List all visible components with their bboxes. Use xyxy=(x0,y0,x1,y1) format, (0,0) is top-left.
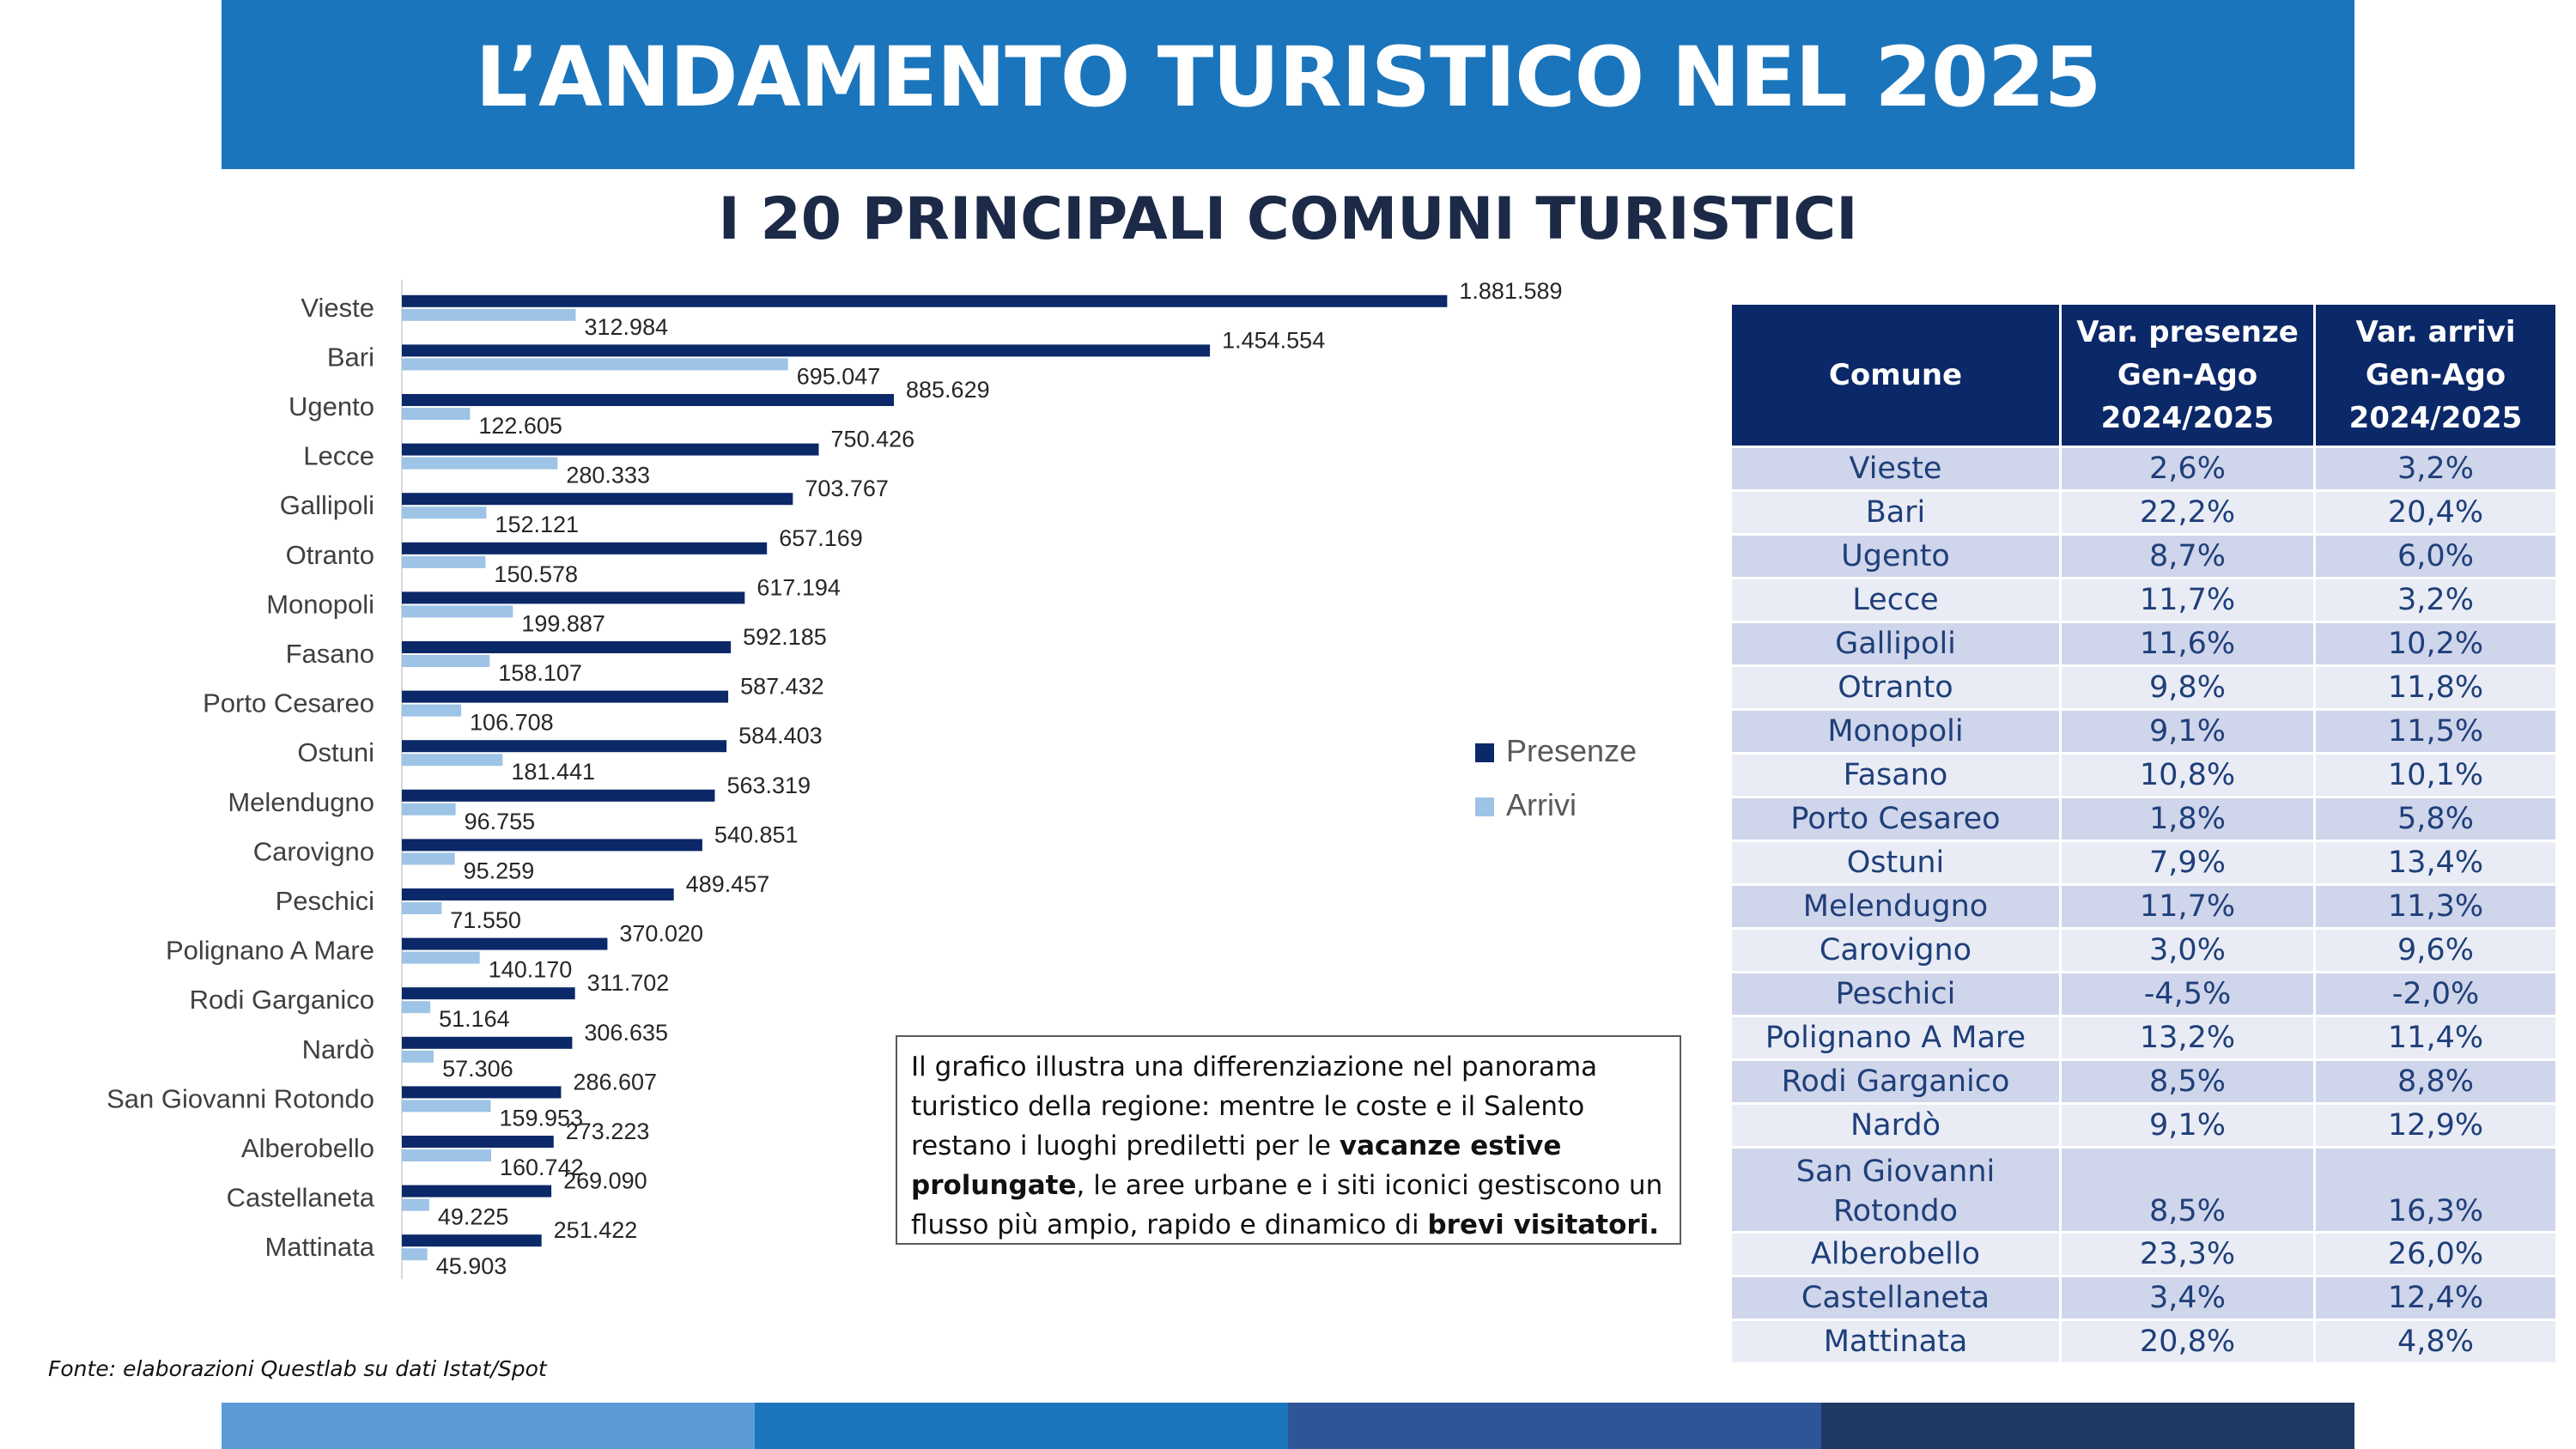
cell-presenze: 11,6% xyxy=(2061,622,2315,666)
value-label-arrivi: 96.755 xyxy=(464,808,536,834)
cell-presenze: 8,5% xyxy=(2061,1148,2315,1233)
bar-arrivi xyxy=(402,803,456,815)
bar-arrivi xyxy=(402,655,489,667)
cell-presenze: 8,5% xyxy=(2061,1060,2315,1104)
bar-arrivi xyxy=(402,358,788,370)
header-presenze-line3: 2024/2025 xyxy=(2100,401,2275,435)
category-label: Polignano A Mare xyxy=(165,935,374,966)
cell-comune: Gallipoli xyxy=(1731,622,2061,666)
cell-arrivi: 20,4% xyxy=(2315,491,2557,535)
table-row xyxy=(1731,973,2557,1016)
table-row xyxy=(1731,579,2557,622)
header-presenze-line1: Var. presenze xyxy=(2076,315,2299,349)
header-arrivi-line2: Gen-Ago xyxy=(2365,358,2506,392)
cell-presenze: 22,2% xyxy=(2061,491,2315,535)
cell-arrivi: 10,2% xyxy=(2315,622,2557,666)
cell-arrivi: 8,8% xyxy=(2315,1060,2557,1104)
cell-presenze: 11,7% xyxy=(2061,885,2315,929)
cell-comune: Peschici xyxy=(1731,973,2061,1016)
cell-comune: Porto Cesareo xyxy=(1731,797,2061,841)
bar-arrivi xyxy=(402,902,441,914)
table-row xyxy=(1731,535,2557,579)
footer-bar-segment xyxy=(755,1403,1288,1449)
cell-presenze: 1,8% xyxy=(2061,797,2315,841)
table-row xyxy=(1731,885,2557,929)
category-label: Ostuni xyxy=(297,737,374,768)
cell-arrivi: 11,3% xyxy=(2315,885,2557,929)
note-text-2: , le aree urbane e i siti iconici gestiscono un flusso più ampio, rapido e dinamico di xyxy=(911,1170,1663,1240)
footer-bar-segment xyxy=(1821,1403,2354,1449)
bar-presenze xyxy=(402,394,894,406)
bar-arrivi xyxy=(402,1248,428,1260)
bar-presenze xyxy=(402,344,1210,356)
cell-arrivi: 3,2% xyxy=(2315,447,2557,491)
table-row xyxy=(1731,754,2557,797)
cell-comune: Lecce xyxy=(1731,579,2061,622)
bar-presenze xyxy=(402,591,744,603)
value-label-arrivi: 140.170 xyxy=(488,956,573,983)
category-label: Otranto xyxy=(285,539,374,570)
cell-comune: Bari xyxy=(1731,491,2061,535)
legend-swatch-presenze xyxy=(1475,743,1494,762)
cell-presenze: 8,7% xyxy=(2061,535,2315,579)
value-label-arrivi: 152.121 xyxy=(495,512,580,538)
chart-subtitle: I 20 PRINCIPALI COMUNI TURISTICI xyxy=(718,185,1858,253)
cell-arrivi: 3,2% xyxy=(2315,579,2557,622)
table-row xyxy=(1731,1016,2557,1060)
category-label: Ugento xyxy=(289,391,374,421)
cell-comune: Vieste xyxy=(1731,447,2061,491)
bar-presenze xyxy=(402,1086,561,1098)
value-label-arrivi: 45.903 xyxy=(435,1253,507,1280)
value-label-arrivi: 71.550 xyxy=(450,907,521,933)
bar-arrivi xyxy=(402,852,455,864)
bar-presenze xyxy=(402,790,714,802)
cell-presenze: 2,6% xyxy=(2061,447,2315,491)
category-label: Mattinata xyxy=(264,1232,374,1263)
cell-comune: Fasano xyxy=(1731,754,2061,797)
table-row xyxy=(1731,797,2557,841)
header-var-presenze xyxy=(2061,304,2315,447)
table-row xyxy=(1731,1104,2557,1148)
bar-arrivi xyxy=(402,1001,430,1013)
bar-arrivi xyxy=(402,1051,434,1063)
bar-presenze xyxy=(402,938,607,950)
cell-arrivi: 10,1% xyxy=(2315,754,2557,797)
variation-table xyxy=(1729,302,2558,1365)
bar-arrivi xyxy=(402,458,557,470)
table-row xyxy=(1731,841,2557,885)
insight-note xyxy=(896,1035,1681,1245)
cell-presenze: 9,8% xyxy=(2061,666,2315,710)
table-row xyxy=(1731,1233,2557,1276)
value-label-arrivi: 122.605 xyxy=(478,413,562,439)
value-label-arrivi: 51.164 xyxy=(439,1006,510,1033)
bar-presenze xyxy=(402,295,1447,307)
value-label-presenze: 563.319 xyxy=(726,772,811,798)
cell-comune: Polignano A Mare xyxy=(1731,1016,2061,1060)
value-label-arrivi: 49.225 xyxy=(437,1203,509,1230)
value-label-presenze: 657.169 xyxy=(779,524,863,551)
category-label: Lecce xyxy=(303,440,374,471)
cell-presenze: 7,9% xyxy=(2061,841,2315,885)
value-label-arrivi: 158.107 xyxy=(498,660,582,686)
cell-arrivi: 11,8% xyxy=(2315,666,2557,710)
value-label-presenze: 269.090 xyxy=(563,1167,647,1194)
bar-presenze xyxy=(402,493,793,505)
note-text-1: Il grafico illustra una differenziazione nel panorama turistico della regione: mentre le coste e il Salento restano i luoghi prediletti per le xyxy=(911,1052,1598,1161)
cell-comune: Ostuni xyxy=(1731,841,2061,885)
cell-comune: Nardò xyxy=(1731,1104,2061,1148)
bar-arrivi xyxy=(402,556,485,568)
table-row xyxy=(1731,447,2557,491)
category-label: San Giovanni Rotondo xyxy=(106,1083,374,1114)
bar-arrivi xyxy=(402,506,486,518)
cell-arrivi: 12,4% xyxy=(2315,1276,2557,1320)
cell-comune: Alberobello xyxy=(1731,1233,2061,1276)
table-row xyxy=(1731,1148,2557,1233)
value-label-arrivi: 181.441 xyxy=(511,759,596,785)
category-label: Bari xyxy=(326,342,374,373)
cell-presenze: 3,4% xyxy=(2061,1276,2315,1320)
category-label: Fasano xyxy=(285,639,374,669)
table-row xyxy=(1731,622,2557,666)
cell-presenze: 20,8% xyxy=(2061,1320,2315,1364)
bar-arrivi xyxy=(402,1149,491,1161)
value-label-presenze: 584.403 xyxy=(738,723,823,749)
category-label: Melendugno xyxy=(228,786,374,817)
value-label-presenze: 540.851 xyxy=(714,822,799,848)
table-row xyxy=(1731,710,2557,754)
value-label-arrivi: 695.047 xyxy=(796,363,881,390)
bar-arrivi xyxy=(402,408,470,420)
table-row xyxy=(1731,491,2557,535)
cell-comune: Monopoli xyxy=(1731,710,2061,754)
header-var-arrivi xyxy=(2315,304,2557,447)
cell-arrivi: -2,0% xyxy=(2315,973,2557,1016)
table-row xyxy=(1731,1320,2557,1364)
bar-presenze xyxy=(402,543,767,555)
value-label-arrivi: 280.333 xyxy=(566,462,650,488)
category-label: Nardò xyxy=(301,1034,374,1064)
category-label: Alberobello xyxy=(240,1133,374,1163)
value-label-arrivi: 159.953 xyxy=(499,1105,584,1131)
cell-comune: San Giovanni Rotondo xyxy=(1731,1148,2061,1233)
bar-arrivi xyxy=(402,309,576,321)
value-label-arrivi: 150.578 xyxy=(494,561,579,587)
bar-presenze xyxy=(402,888,674,900)
value-label-presenze: 251.422 xyxy=(553,1217,638,1244)
value-label-presenze: 617.194 xyxy=(756,574,841,601)
bar-presenze xyxy=(402,1037,572,1049)
value-label-presenze: 311.702 xyxy=(586,970,670,997)
legend-swatch-arrivi xyxy=(1475,797,1494,816)
category-label: Peschici xyxy=(275,886,374,916)
value-label-presenze: 885.629 xyxy=(906,377,990,403)
cell-arrivi: 4,8% xyxy=(2315,1320,2557,1364)
footer-bar-segment xyxy=(222,1403,755,1449)
cell-arrivi: 11,4% xyxy=(2315,1016,2557,1060)
cell-presenze: 9,1% xyxy=(2061,1104,2315,1148)
cell-comune: Ugento xyxy=(1731,535,2061,579)
category-label: Carovigno xyxy=(252,836,374,867)
value-label-presenze: 1.454.554 xyxy=(1222,327,1326,354)
bar-presenze xyxy=(402,1185,551,1197)
header-arrivi-line3: 2024/2025 xyxy=(2348,401,2523,435)
cell-arrivi: 12,9% xyxy=(2315,1104,2557,1148)
header-comune: Comune xyxy=(1731,304,2061,447)
value-label-presenze: 306.635 xyxy=(584,1019,669,1046)
cell-presenze: 9,1% xyxy=(2061,710,2315,754)
value-label-presenze: 286.607 xyxy=(573,1069,658,1095)
bar-presenze xyxy=(402,740,726,752)
bar-presenze xyxy=(402,1234,542,1246)
footer-bar-segment xyxy=(1288,1403,1821,1449)
header-arrivi-line1: Var. arrivi xyxy=(2355,315,2516,349)
header-presenze-line2: Gen-Ago xyxy=(2117,358,2258,392)
cell-comune: Carovigno xyxy=(1731,929,2061,973)
cell-arrivi: 26,0% xyxy=(2315,1233,2557,1276)
cell-comune: Castellaneta xyxy=(1731,1276,2061,1320)
bar-arrivi xyxy=(402,605,513,617)
value-label-presenze: 592.185 xyxy=(743,624,827,650)
cell-presenze: -4,5% xyxy=(2061,973,2315,1016)
cell-arrivi: 6,0% xyxy=(2315,535,2557,579)
bar-presenze xyxy=(402,1136,554,1148)
bar-presenze xyxy=(402,987,575,999)
value-label-presenze: 489.457 xyxy=(685,871,770,897)
value-label-presenze: 703.767 xyxy=(805,476,889,502)
bar-presenze xyxy=(402,839,702,851)
bar-arrivi xyxy=(402,705,461,717)
value-label-arrivi: 95.259 xyxy=(463,858,535,884)
source-note: Fonte: elaborazioni Questlab su dati Istat/Spot xyxy=(48,1356,547,1381)
cell-arrivi: 11,5% xyxy=(2315,710,2557,754)
cell-presenze: 11,7% xyxy=(2061,579,2315,622)
cell-presenze: 23,3% xyxy=(2061,1233,2315,1276)
bar-presenze xyxy=(402,691,728,703)
table-row xyxy=(1731,666,2557,710)
legend-label-presenze: Presenze xyxy=(1506,733,1637,768)
value-label-arrivi: 199.887 xyxy=(521,610,605,637)
value-label-arrivi: 57.306 xyxy=(442,1055,513,1082)
page-title: L’ANDAMENTO TURISTICO NEL 2025 xyxy=(475,29,2101,125)
table-row xyxy=(1731,1276,2557,1320)
value-label-presenze: 370.020 xyxy=(619,920,704,947)
cell-presenze: 10,8% xyxy=(2061,754,2315,797)
cell-arrivi: 5,8% xyxy=(2315,797,2557,841)
legend-label-arrivi: Arrivi xyxy=(1506,787,1577,822)
cell-arrivi: 13,4% xyxy=(2315,841,2557,885)
bar-presenze xyxy=(402,444,819,456)
note-bold-1: vacanze estive prolungate xyxy=(911,1131,1562,1201)
cell-comune: Melendugno xyxy=(1731,885,2061,929)
category-label: Porto Cesareo xyxy=(203,688,374,718)
value-label-presenze: 1.881.589 xyxy=(1459,277,1563,304)
bar-presenze xyxy=(402,641,731,653)
category-label: Monopoli xyxy=(266,589,374,620)
bar-arrivi xyxy=(402,1100,490,1112)
note-bold-2: brevi visitatori. xyxy=(1427,1210,1660,1240)
category-label: Vieste xyxy=(301,292,374,323)
cell-presenze: 13,2% xyxy=(2061,1016,2315,1060)
category-label: Gallipoli xyxy=(279,490,374,521)
category-label: Rodi Garganico xyxy=(189,985,374,1016)
cell-comune: Otranto xyxy=(1731,666,2061,710)
value-label-arrivi: 106.708 xyxy=(470,709,554,736)
table-header-row xyxy=(1731,304,2557,447)
category-label: Castellaneta xyxy=(226,1182,374,1213)
bar-arrivi xyxy=(402,952,480,964)
value-label-arrivi: 312.984 xyxy=(584,313,669,340)
value-label-presenze: 273.223 xyxy=(565,1119,650,1144)
table-row xyxy=(1731,1060,2557,1104)
value-label-arrivi: 160.742 xyxy=(500,1155,584,1180)
cell-arrivi: 16,3% xyxy=(2315,1148,2557,1233)
bar-arrivi xyxy=(402,1199,429,1211)
cell-comune: Rodi Garganico xyxy=(1731,1060,2061,1104)
table-row xyxy=(1731,929,2557,973)
value-label-presenze: 587.432 xyxy=(740,673,824,700)
cell-comune: Mattinata xyxy=(1731,1320,2061,1364)
cell-arrivi: 9,6% xyxy=(2315,929,2557,973)
cell-presenze: 3,0% xyxy=(2061,929,2315,973)
bar-arrivi xyxy=(402,754,502,766)
value-label-presenze: 750.426 xyxy=(830,426,915,452)
